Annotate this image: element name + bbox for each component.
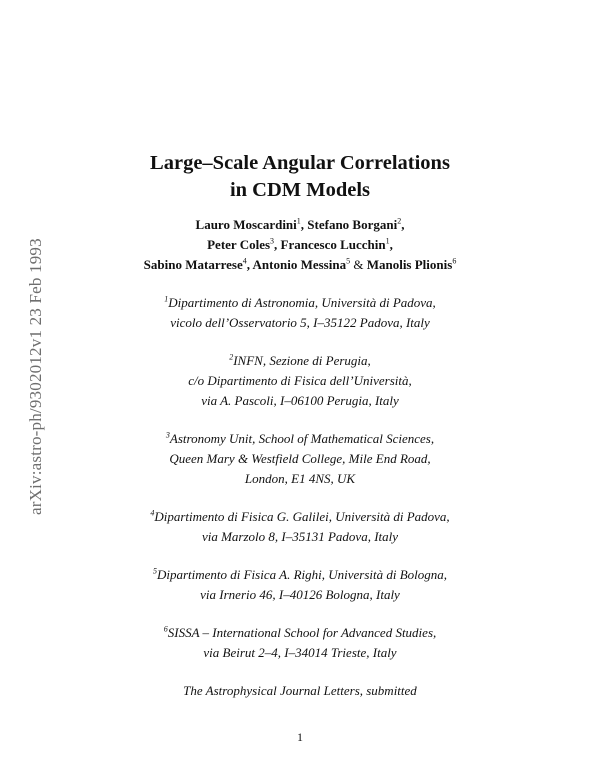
paper-title <box>0 150 600 204</box>
affil-line: via Beirut 2–4, I–34014 Trieste, Italy <box>203 645 397 660</box>
author-name: Manolis Plionis <box>366 257 453 272</box>
author-name: Antonio Messina <box>252 257 347 272</box>
author-line-1 <box>0 215 600 235</box>
affil-line: via Irnerio 46, I–40126 Bologna, Italy <box>200 587 400 602</box>
author-affil-mark: 3 <box>270 236 275 246</box>
author-separator: & <box>350 257 367 272</box>
affil-line: London, E1 4NS, UK <box>244 471 356 486</box>
title-line-1: Large–Scale Angular Correlations <box>150 152 450 174</box>
author-name: Francesco Lucchin <box>280 237 386 252</box>
author-name: Sabino Matarrese <box>143 257 243 272</box>
affil-mark: 2 <box>229 352 234 362</box>
journal-status: The Astrophysical Journal Letters, submitted <box>183 683 417 698</box>
affil-mark: 6 <box>163 624 168 634</box>
affil-line: INFN, Sezione di Perugia, <box>233 353 371 368</box>
affiliation-1 <box>0 293 600 333</box>
affil-mark: 4 <box>150 508 155 518</box>
affil-mark: 3 <box>165 430 170 440</box>
affil-line: Dipartimento di Fisica A. Righi, Università di Bologna, <box>156 567 448 582</box>
affiliation-5 <box>0 565 600 605</box>
affil-line: Queen Mary & Westfield College, Mile End Road, <box>169 451 431 466</box>
affil-mark: 5 <box>152 566 157 576</box>
author-affil-mark: 4 <box>242 256 247 266</box>
author-line-3 <box>0 255 600 275</box>
page-number: 1 <box>297 730 303 744</box>
author-separator: , <box>401 217 405 232</box>
author-name: Peter Coles <box>207 237 271 252</box>
affil-line: Dipartimento di Fisica G. Galilei, Università di Padova, <box>154 509 450 524</box>
author-affil-mark: 5 <box>346 256 351 266</box>
author-list <box>0 215 600 275</box>
affil-line: vicolo dell’Osservatorio 5, I–35122 Padova, Italy <box>170 315 430 330</box>
author-separator: , <box>389 237 393 252</box>
author-separator: , <box>300 217 308 232</box>
author-name: Lauro Moscardini <box>195 217 297 232</box>
affil-line: c/o Dipartimento di Fisica dell’Università, <box>188 373 412 388</box>
author-affil-mark: 6 <box>452 256 457 266</box>
affil-line: via A. Pascoli, I–06100 Perugia, Italy <box>201 393 399 408</box>
affil-line: Astronomy Unit, School of Mathematical Sciences, <box>169 431 435 446</box>
arxiv-identifier-stamp: arXiv:astro-ph/9302012v1 23 Feb 1993 <box>26 238 45 515</box>
author-separator: , <box>274 237 281 252</box>
affil-line: SISSA – International School for Advanced Studies, <box>167 625 437 640</box>
affil-line: via Marzolo 8, I–35131 Padova, Italy <box>201 529 399 544</box>
affiliation-3 <box>0 429 600 489</box>
author-separator: , <box>246 257 253 272</box>
affil-line: Dipartimento di Astronomia, Università di Padova, <box>168 295 436 310</box>
author-affil-mark: 2 <box>397 216 402 226</box>
affiliation-6 <box>0 623 600 663</box>
author-line-2 <box>0 235 600 255</box>
author-name: Stefano Borgani <box>307 217 398 232</box>
author-affil-mark: 1 <box>385 236 390 246</box>
affil-mark: 1 <box>164 294 169 304</box>
affiliation-2 <box>0 351 600 411</box>
title-line-2: in CDM Models <box>229 179 371 201</box>
affiliation-4 <box>0 507 600 547</box>
author-affil-mark: 1 <box>296 216 301 226</box>
